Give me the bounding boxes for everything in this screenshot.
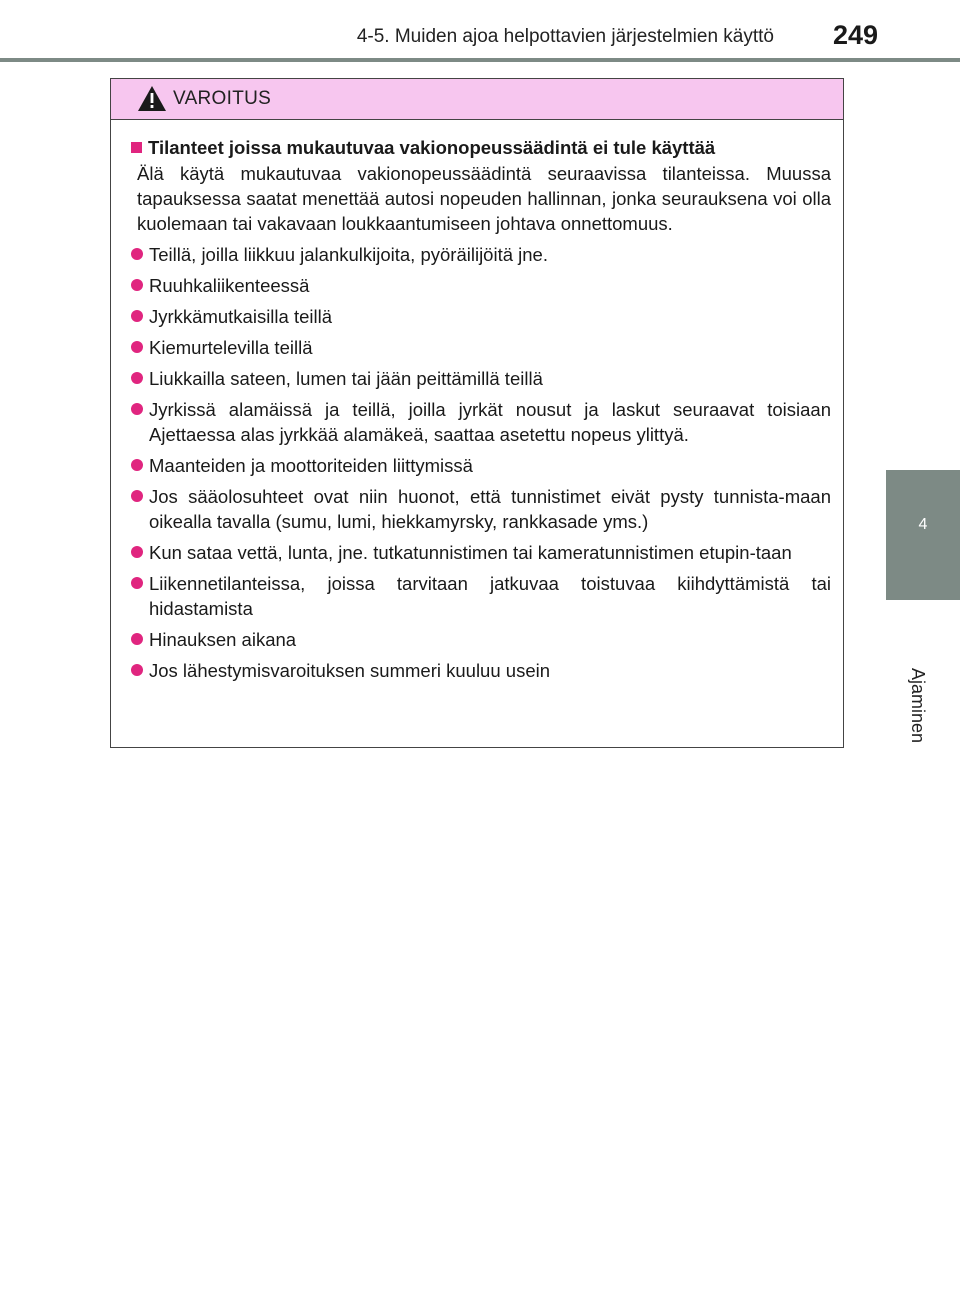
page-number: 249 [832, 20, 878, 50]
warning-box [110, 78, 844, 748]
bullet-dot-icon [131, 310, 143, 322]
list-item-text: Teillä, joilla liikkuu jalankulkijoita, pyöräilijöitä jne. [149, 244, 548, 265]
warning-subheading-text: Tilanteet joissa mukautuvaa vakionopeussäädintä ei tule käyttää [148, 137, 716, 158]
list-item-text: Liikennetilanteissa, joissa tarvitaan jatkuvaa toistuvaa kiihdyttämistä tai hidastamista [149, 573, 831, 619]
header-title: 4-5. Muiden ajoa helpottavien järjestelmien käyttö [356, 26, 774, 47]
bullet-dot-icon [131, 341, 143, 353]
bullet-dot-icon [131, 459, 143, 471]
bullet-dot-icon [131, 403, 143, 415]
bullet-dot-icon [131, 490, 143, 502]
header-rule [0, 58, 960, 62]
list-item-text: Jos lähestymisvaroituksen summeri kuuluu usein [149, 660, 551, 681]
list-item-text: Kun sataa vettä, lunta, jne. tutkatunnistimen tai kameratunnistimen etupin-taan [149, 542, 792, 563]
list-item-text: Maanteiden ja moottoriteiden liittymissä [149, 455, 473, 476]
square-bullet-icon [131, 142, 142, 153]
list-item-text: Kiemurtelevilla teillä [149, 337, 313, 358]
list-item [131, 366, 831, 391]
list-item [131, 571, 831, 621]
bullet-dot-icon [131, 633, 143, 645]
warning-label: VAROITUS [173, 88, 272, 109]
warning-list [131, 242, 831, 683]
list-item [131, 304, 831, 329]
list-item [131, 273, 831, 298]
chapter-tab [886, 470, 960, 600]
list-item [131, 397, 831, 447]
bullet-dot-icon [131, 664, 143, 676]
list-item [131, 540, 831, 565]
list-item [131, 335, 831, 360]
warning-intro: Älä käytä mukautuvaa vakionopeussäädintä seuraavissa tilanteissa. Muussa tapauksessa saatat menettää autosi nopeuden hallinnan, jonka seurauksena voi olla kuolemaan tai vakavaan loukkaantumiseen johtava onnettomuus. [137, 163, 831, 234]
bullet-dot-icon [131, 248, 143, 260]
list-item-text: Jyrkkämutkaisilla teillä [149, 306, 332, 327]
warning-subheading [131, 136, 831, 160]
bullet-dot-icon [131, 279, 143, 291]
list-item-text: Jyrkissä alamäissä ja teillä, joilla jyrkät nousut ja laskut seuraavat toisiaan Ajettaessa alas jyrkkää alamäkeä, saattaa asetettu nopeus ylittyä. [149, 399, 831, 445]
list-item-text: Hinauksen aikana [149, 629, 297, 650]
list-item [131, 484, 831, 534]
warning-body [111, 120, 843, 683]
list-item [131, 627, 831, 652]
list-item-text: Ruuhkaliikenteessä [149, 275, 310, 296]
warning-header [111, 79, 843, 120]
bullet-dot-icon [131, 546, 143, 558]
list-item-text: Liukkailla sateen, lumen tai jään peittämillä teillä [149, 368, 543, 389]
warning-triangle-icon [137, 85, 167, 112]
chapter-tab-number: 4 [918, 516, 928, 533]
bullet-dot-icon [131, 372, 143, 384]
bullet-dot-icon [131, 577, 143, 589]
list-item [131, 453, 831, 478]
list-item [131, 242, 831, 267]
list-item [131, 658, 831, 683]
chapter-tab-label: Ajaminen [908, 668, 928, 744]
list-item-text: Jos sääolosuhteet ovat niin huonot, että tunnistimet eivät pysty tunnista-maan oikealla tavalla (sumu, lumi, hiekkamyrsky, rankkasade yms.) [149, 486, 831, 532]
